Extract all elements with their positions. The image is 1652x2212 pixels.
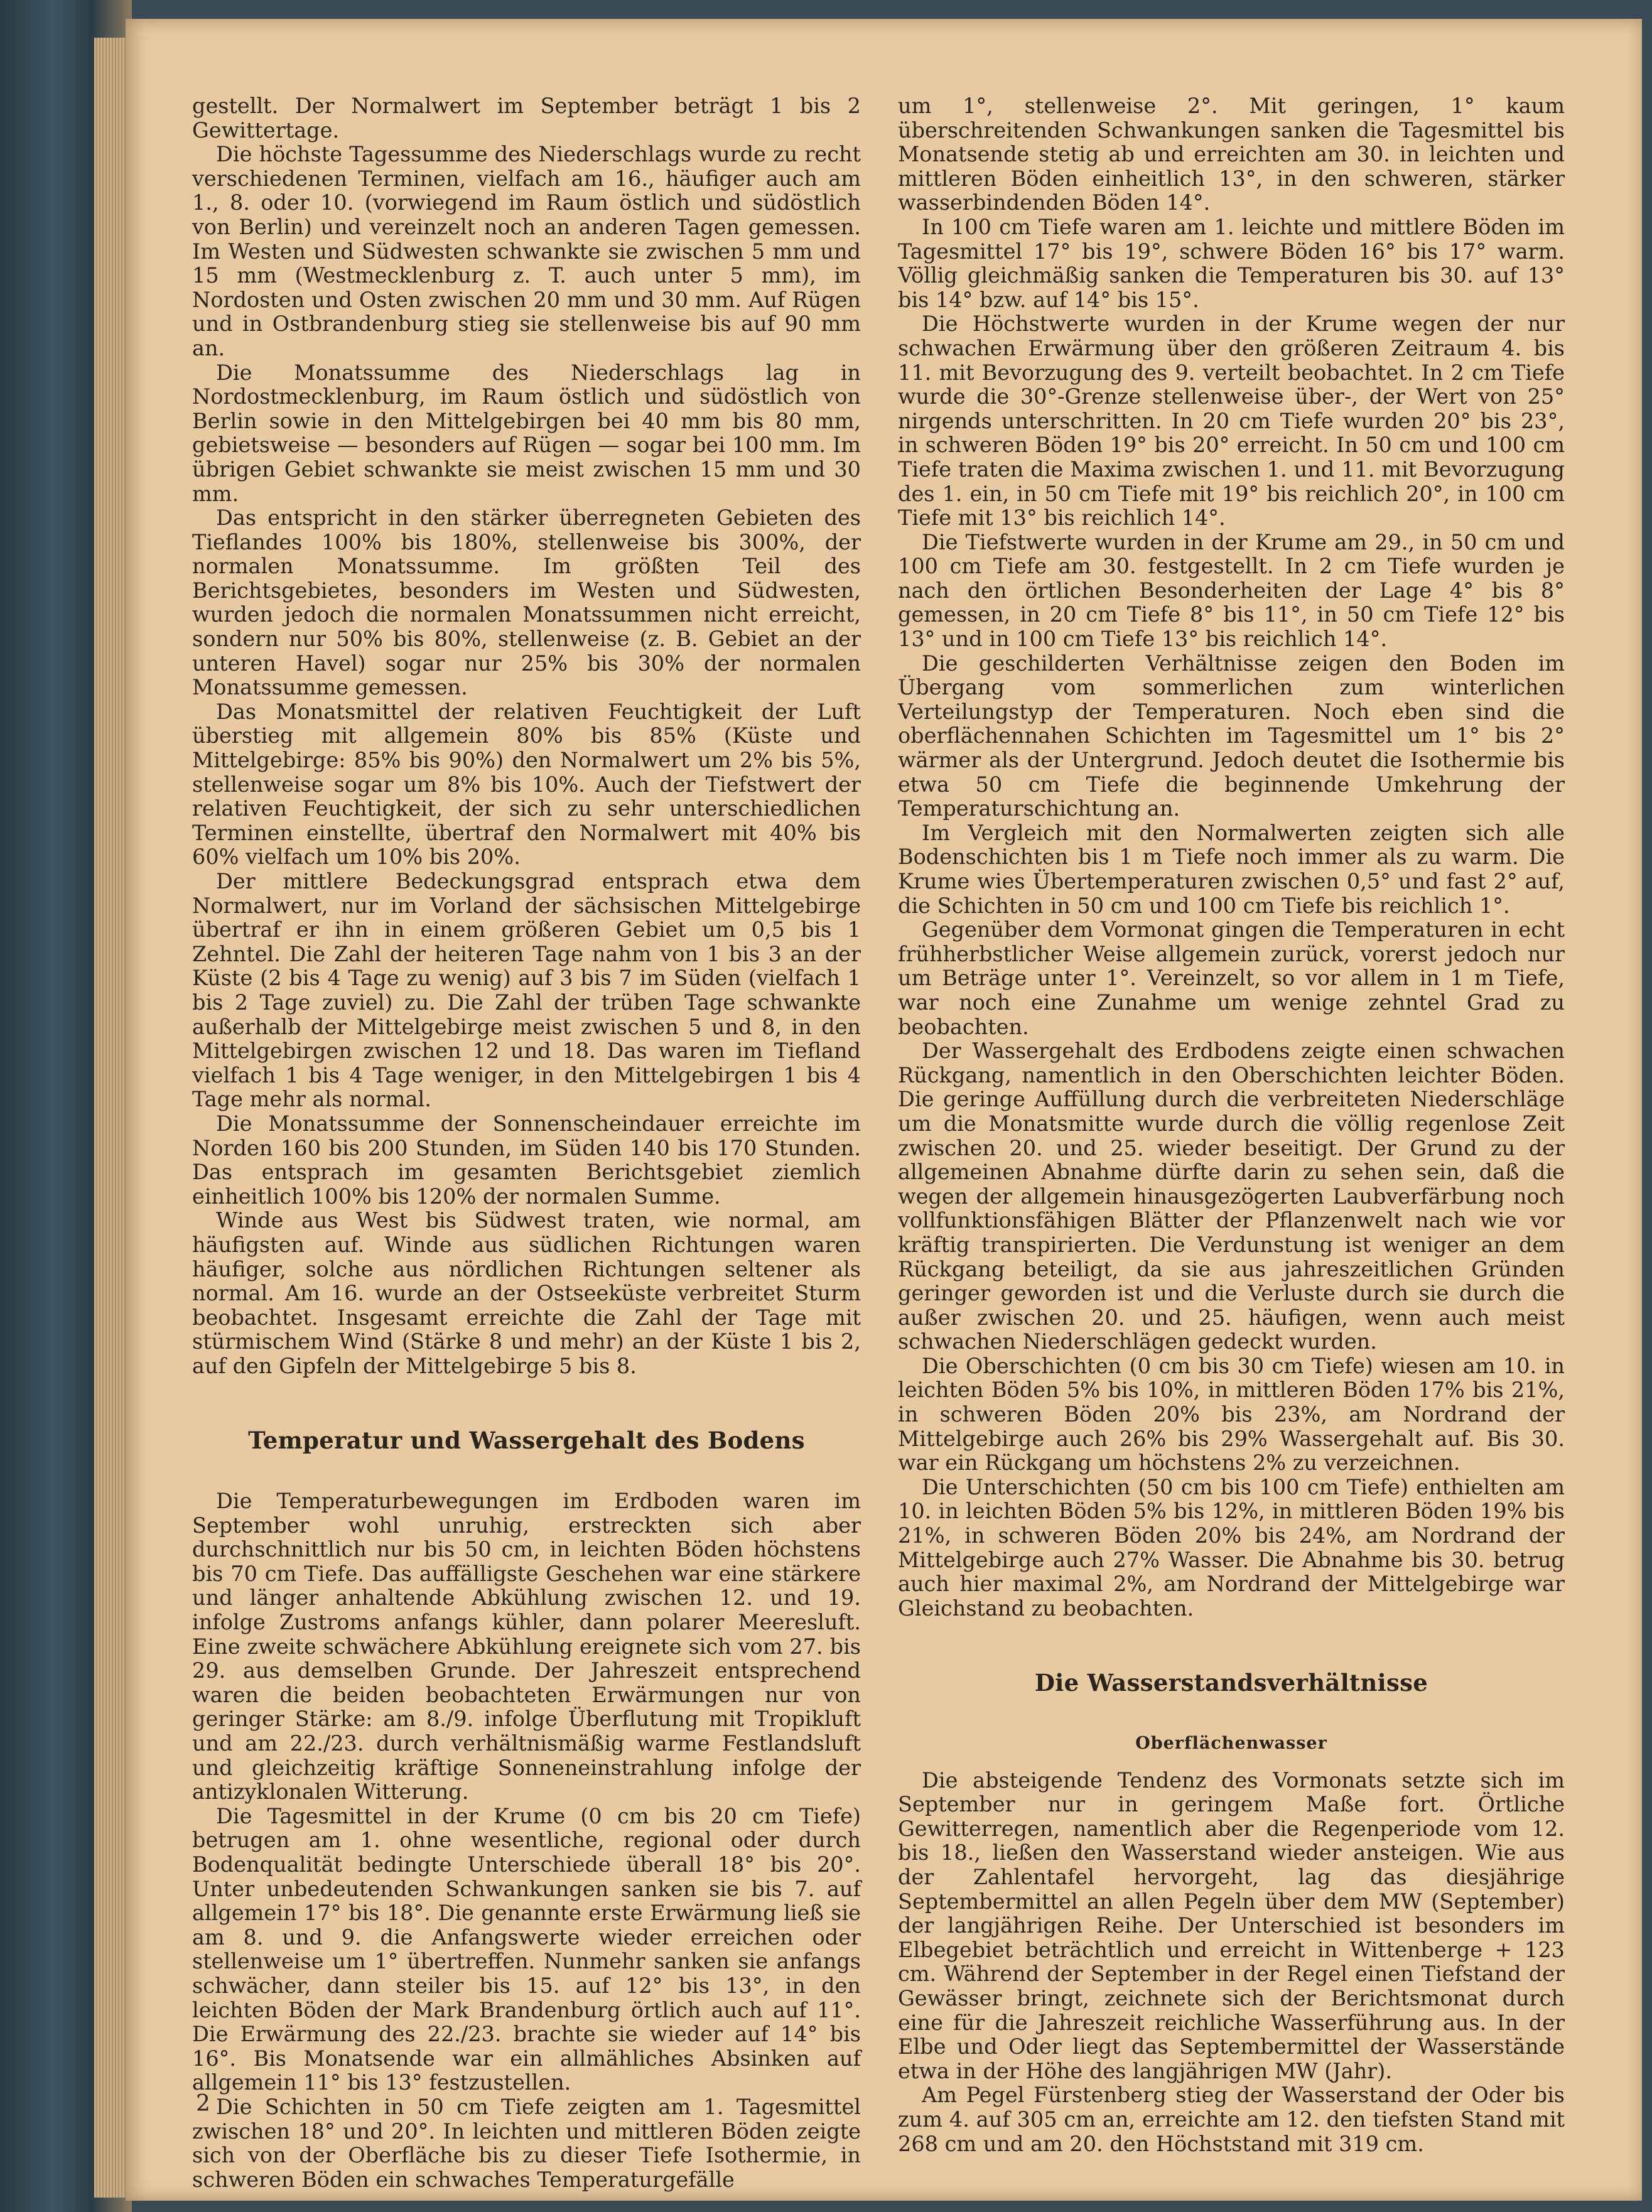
paragraph: Die geschilderten Verhältnisse zeigen den Boden im Übergang vom sommerlichen zum winterlichen Verteilungstyp der Temperaturen. Noch eben sind die oberflächennahen Schichten im Tagesmittel um 1° bis 2° wärmer als der Untergrund. Jedoch deutet die Isothermie bis etwa 50 cm Tiefe die beginnende Umkehrung der Temperaturschichtung an. (898, 650, 1565, 821)
paragraph: Die Monatssumme des Niederschlags lag in Nordostmecklenburg, im Raum östlich und südöstlich von Berlin sowie in den Mittelgebirgen bei 40 mm bis 80 mm, gebietsweise — besonders auf Rügen — sogar bei 100 mm. Im übrigen Gebiet schwankte sie meist zwischen 15 mm und 30 mm. (192, 360, 861, 506)
paragraph: Die Tiefstwerte wurden in der Krume am 29., in 50 cm und 100 cm Tiefe am 30. festgestellt. In 2 cm Tiefe wurden je nach den örtlichen Besonderheiten der Lage 4° bis 8° gemessen, in 20 cm Tiefe 8° bis 11°, in 50 cm Tiefe 12° bis 13° und in 100 cm Tiefe 13° bis reichlich 14°. (898, 529, 1565, 652)
paragraph: Die höchste Tagessumme des Niederschlags wurde zu recht verschiedenen Terminen, vielfach am 16., häufiger auch am 1., 8. oder 10. (vorwiegend im Raum östlich und südöstlich von Berlin) und vereinzelt noch an anderen Tagen gemessen. Im Westen und Südwesten schwankte sie zwischen 5 mm und 15 mm (Westmecklenburg z. T. auch unter 5 mm), im Nordosten und Osten zwischen 20 mm und 30 mm. Auf Rügen und in Ostbrandenburg stieg sie stellenweise bis auf 90 mm an. (192, 142, 861, 360)
paragraph: Die Tagesmittel in der Krume (0 cm bis 20 cm Tiefe) betrugen am 1. ohne wesentliche, regional oder durch Bodenqualität bedingte Unterschiede überall 18° bis 20°. Unter unbedeutenden Schwankungen sanken sie bis 7. auf allgemein 17° bis 18°. Die genannte erste Erwärmung ließ sie am 8. und 9. die Anfangswerte wieder erreichen oder stellenweise um 1° übertreffen. Nunmehr sanken sie anfangs schwächer, dann steiler bis 15. auf 12° bis 13°, in den leichten Böden der Mark Brandenburg örtlich auch auf 11°. Die Erwärmung des 22./23. brachte sie wieder auf 14° bis 16°. Bis Monatsende war ein allmähliches Absinken auf allgemein 11° bis 13° festzustellen. (192, 1803, 861, 2095)
right-column (898, 94, 1565, 2156)
paragraph: Im Vergleich mit den Normalwerten zeigten sich alle Bodenschichten bis 1 m Tiefe noch immer als zu warm. Die Krume wies Übertemperaturen zwischen 0,5° und fast 2° auf, die Schichten in 50 cm und 100 cm Tiefe bis reichlich 1°. (898, 820, 1565, 918)
section-heading: Die Wasserstandsverhältnisse (1034, 1669, 1428, 1697)
paragraph: Die absteigende Tendenz des Vormonats setzte sich im September nur in geringem Maße fort. Örtliche Gewitterregen, namentlich aber die Regenperiode vom 12. bis 18., ließen den Wasserstand wieder ansteigen. Wie aus der Zahlentafel hervorgeht, lag das diesjährige Septembermittel an allen Pegeln über dem MW (September) der langjährigen Reihe. Der Unterschied ist besonders im Elbegebiet beträchtlich und erreicht in Wittenberge + 123 cm. Während der September in der Regel einen Tiefstand der Gewässer bringt, zeichnete sich der Berichtsmonat durch eine für die Jahreszeit reichliche Wasserführung aus. In der Elbe und Oder liegt das Septembermittel der Wasserstände etwa in der Höhe des langjährigen MW (Jahr). (898, 1767, 1565, 2083)
paragraph: Der mittlere Bedeckungsgrad entsprach etwa dem Normalwert, nur im Vorland der sächsischen Mittelgebirge übertraf er ihn in einem größeren Gebiet um 0,5 bis 1 Zehntel. Die Zahl der heiteren Tage nahm von 1 bis 3 an der Küste (2 bis 4 Tage zu wenig) auf 3 bis 7 im Süden (vielfach 1 bis 2 Tage zuviel) zu. Die Zahl der trüben Tage schwankte außerhalb der Mittelgebirge meist zwischen 5 und 8, in den Mittelgebirgen zwischen 12 und 18. Das waren im Tiefland vielfach 1 bis 4 Tage weniger, in den Mittelgebirgen 1 bis 4 Tage mehr als normal. (192, 869, 861, 1112)
paragraph: Der Wassergehalt des Erdbodens zeigte einen schwachen Rückgang, namentlich in den Oberschichten leichter Böden. Die geringe Auffüllung durch die verbreiteten Niederschläge um die Monatsmitte wurde durch die völlig regenlose Zeit zwischen 20. und 25. wieder beseitigt. Der Grund zu der allgemeinen Abnahme dürfte darin zu sehen sein, daß die wegen der allgemein hinausgezögerten Laubverfärbung noch vollfunktionsfähigen Blätter der Pflanzenwelt nach wie vor kräftig transpirierten. Die Verdunstung ist weniger an dem Rückgang beteiligt, da sie aus jahreszeitlichen Gründen geringer geworden ist und die Verluste durch sie durch die außer zwischen 20. und 25. häufigen, wenn auch meist schwachen Niederschlägen gedeckt wurden. (898, 1039, 1565, 1354)
paragraph: Am Pegel Fürstenberg stieg der Wasserstand der Oder bis zum 4. auf 305 cm an, erreichte am 12. den tiefsten Stand mit 268 cm und am 20. den Höchststand mit 319 cm. (898, 2083, 1565, 2156)
paragraph: Die Höchstwerte wurden in der Krume wegen der nur schwachen Erwärmung über den größeren Zeitraum 4. bis 11. mit Bevorzugung des 9. verteilt beobachtet. In 2 cm Tiefe wurde die 30°-Grenze stellenweise über-, der Wert von 25° nirgends unterschritten. In 20 cm Tiefe wurden 20° bis 23°, in schweren Böden 19° bis 20° erreicht. In 50 cm und 100 cm Tiefe traten die Maxima zwischen 1. und 11. mit Bevorzugung des 1. ein, in 50 cm Tiefe mit 19° bis reichlich 20°, in 100 cm Tiefe mit 13° bis reichlich 14°. (898, 311, 1565, 531)
paragraph: Das entspricht in den stärker überregneten Gebieten des Tieflandes 100% bis 180%, stellenweise bis 300%, der normalen Monatssumme. Im größten Teil des Berichtsgebietes, besonders im Westen und Südwesten, wurden jedoch die normalen Monatssummen nicht erreicht, sondern nur 50% bis 80%, stellenweise (z. B. Gebiet an der unteren Havel) sogar nur 25% bis 30% der normalen Monatssumme gemessen. (192, 505, 861, 700)
paragraph: Die Schichten in 50 cm Tiefe zeigten am 1. Tagesmittel zwischen 18° und 20°. In leichten und mittleren Böden zeigte sich von der Oberfläche bis zu dieser Tiefe Isothermie, in schweren Böden ein schwaches Temperaturgefälle (192, 2094, 861, 2192)
paragraph: In 100 cm Tiefe waren am 1. leichte und mittlere Böden im Tagesmittel 17° bis 19°, schwere Böden 16° bis 17° warm. Völlig gleichmäßig sanken die Temperaturen bis 30. auf 13° bis 14° bzw. auf 14° bis 15°. (898, 214, 1565, 312)
paragraph: gestellt. Der Normalwert im September beträgt 1 bis 2 Gewittertage. (192, 94, 861, 143)
paragraph: Die Temperaturbewegungen im Erdboden waren im September wohl unruhig, erstreckten sich aber durchschnittlich nur bis 50 cm, in leichten Böden höchstens bis 70 cm Tiefe. Das auffälligste Geschehen war eine stärkere und länger anhaltende Abkühlung zwischen 12. und 19. infolge Zustroms anfangs kühler, dann polarer Meeresluft. Eine zweite schwächere Abkühlung ereignete sich vom 27. bis 29. aus demselben Grunde. Der Jahreszeit entsprechend waren die beiden beobachteten Erwärmungen nur von geringer Stärke: am 8./9. infolge Überflutung mit Tropikluft und am 22./23. durch verhältnismäßig warme Festlandsluft und gleichzeitig kräftige Sonneneinstrahlung infolge der antizyklonalen Witterung. (192, 1489, 861, 1805)
paragraph: um 1°, stellenweise 2°. Mit geringen, 1° kaum überschreitenden Schwankungen sanken die Tagesmittel bis Monatsende stetig ab und erreichten am 30. in leichten und mittleren Böden einheitlich 13°, in den schweren, stärker wasserbindenden Böden 14°. (898, 94, 1565, 215)
page-number: 2 (196, 2091, 210, 2117)
paragraph: Die Oberschichten (0 cm bis 30 cm Tiefe) wiesen am 10. in leichten Böden 5% bis 10%, in mittleren Böden 17% bis 21%, in schweren Böden 20% bis 23%, am Nordrand der Mittelgebirge auch 26% bis 29% Wassergehalt auf. Bis 30. war ein Rückgang um höchstens 2% zu verzeichnen. (898, 1353, 1565, 1476)
left-column (192, 94, 861, 2192)
paragraph: Die Monatssumme der Sonnenscheindauer erreichte im Norden 160 bis 200 Stunden, im Süden 140 bis 170 Stunden. Das entsprach im gesamten Berichtsgebiet ziemlich einheitlich 100% bis 120% der normalen Summe. (192, 1111, 861, 1209)
section-heading: Temperatur und Wassergehalt des Bodens (248, 1427, 805, 1455)
paragraph: Die Unterschichten (50 cm bis 100 cm Tiefe) enthielten am 10. in leichten Böden 5% bis 12%, in mittleren Böden 19% bis 21%, in schweren Böden 20% bis 24%, am Nordrand der Mittelgebirge auch 27% Wasser. Die Abnahme bis 30. betrug auch hier maximal 2%, am Nordrand der Mittelgebirge war Gleichstand zu beobachten. (898, 1474, 1565, 1621)
document-page (126, 19, 1642, 2201)
paragraph: Gegenüber dem Vormonat gingen die Temperaturen in echt frühherbstlicher Weise allgemein zurück, vorerst jedoch nur um Beträge unter 1°. Vereinzelt, so vor allem in 1 m Tiefe, war noch eine Zunahme um wenige zehntel Grad zu beobachten. (898, 917, 1565, 1039)
paragraph: Das Monatsmittel der relativen Feuchtigkeit der Luft überstieg mit allgemein 80% bis 85% (Küste und Mittelgebirge: 85% bis 90%) den Normalwert um 2% bis 5%, stellenweise sogar um 8% bis 10%. Auch der Tiefstwert der relativen Feuchtigkeit, der sich zu sehr unterschiedlichen Terminen einstellte, übertraf den Normalwert mit 40% bis 60% vielfach um 10% bis 20%. (192, 699, 861, 870)
section-subheading: Oberflächenwasser (1135, 1734, 1327, 1753)
paragraph: Winde aus West bis Südwest traten, wie normal, am häufigsten auf. Winde aus südlichen Richtungen waren häufiger, solche aus nördlichen Richtungen seltener als normal. Am 16. wurde an der Ostseeküste verbreitet Sturm beobachtet. Insgesamt erreichte die Zahl der Tage mit stürmischem Wind (Stärke 8 und mehr) an der Küste 1 bis 2, auf den Gipfeln der Mittelgebirge 5 bis 8. (192, 1208, 861, 1378)
